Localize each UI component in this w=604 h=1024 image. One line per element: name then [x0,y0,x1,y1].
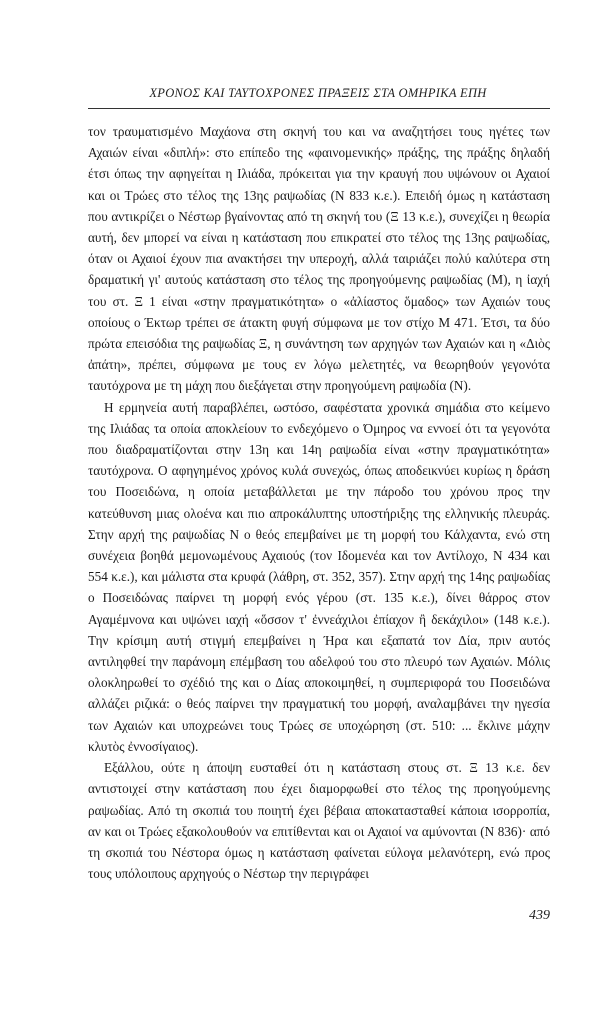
page-number: 439 [529,908,550,923]
paragraph-3: Εξάλλου, ούτε η άποψη ευσταθεί ότι η κατάσταση στους στ. Ξ 13 κ.ε. δεν αντιστοιχεί στην κατάσταση που έχει διαμορφωθεί στο τέλος της προηγούμενης ραψωδίας. Από τη σκοπιά του ποιητή έχει βέβαια αποκατασταθεί κάποια ισορροπία, αν και οι Τρώες εξακολουθούν να επιτίθενται και οι Αχαιοί να αμύνονται (Ν 836)· από τη σκοπιά του Νέστορα όμως η κατάσταση φαίνεται εύλογα μελανότερη, ενώ προς τους υπόλοιπους αρχηγούς ο Νέστωρ την περιγράφει [88,760,550,882]
paragraph-1: τον τραυματισμένο Μαχάονα στη σκηνή του και να αναζητήσει τους ηγέτες των Αχαιών είναι «διπλή»: στο επίπεδο της «φαινομενικής» πράξης, της πράξης δηλαδή έτσι όπως την αφηγείται η Ιλιάδα, πρόκειται για την κραυγή που υψώνουν οι Αχαιοί και οι Τρώες στο τέλος της 13ης ραψωδίας (Ν 833 κ.ε.). Επειδή όμως η κατάσταση που αντικρίζει ο Νέστωρ βγαίνοντας από τη σκηνή του (Ξ 13 κ.ε.), συνεχίζει η θεωρία αυτή, δεν μπορεί να είναι η κατάσταση που επικρατεί στο τέλος της 13ης ραψωδίας, όταν οι Αχαιοί έχουν πια ανακτήσει την υπεροχή, αλλά ταιριάζει πολύ καλύτερα στη δραματική γι' αυτούς κατάσταση στο τέλος της προηγούμενης ραψωδίας (Μ), η ἰαχή του στ. Ξ 1 είναι «στην πραγματικότητα» ο «ἀλίαστος ὅμαδος» των Αχαιών τους οποίους ο Έκτωρ τρέπει σε άτακτη φυγή σύμφωνα με τον στίχο Μ 471. Έτσι, τα δύο πρώτα επεισόδια της ραψωδίας Ξ, η συνάντηση των αρχηγών των Αχαιών και η «Διὸς ἀπάτη», πρέπει, σύμφωνα με τους εν λόγω μελετητές, να θεωρηθούν γεγονότα ταυτόχρονα με τη μάχη που διεξάγεται στην προηγούμενη ραψωδία (Ν). [88,124,550,394]
paragraph-2: Η ερμηνεία αυτή παραβλέπει, ωστόσο, σαφέστατα χρονικά σημάδια στο κείμενο της Ιλιάδας τα οποία αποκλείουν το ενδεχόμενο ο Όμηρος να εννοεί ότι τα γεγονότα που διαδραματίζονται στην 13η και 14η ραψωδία είναι «στην πραγματικότητα» ταυτόχρονα. Ο αφηγημένος χρόνος κυλά συνεχώς, όπως αποδεικνύει κυρίως η δράση του Ποσειδώνα, η οποία μεταβάλλεται με την πάροδο του χρόνου προς την κατεύθυνση μιας ολοένα και πιο απροκάλυπτης υποστήριξης της ελληνικής πλευράς. Στην αρχή της ραψωδίας Ν ο θεός επεμβαίνει με τη μορφή του Κάλχαντα, ενώ στη συνέχεια βοηθά μεμονωμένους Αχαιούς (τον Ιδομενέα και τον Αντίλοχο, Ν 434 και 554 κ.ε.), και μάλιστα στα κρυφά (λάθρη, στ. 352, 357). Στην αρχή της 14ης ραψωδίας ο Ποσειδώνας παίρνει τη μορφή ενός γέρου (στ. 135 κ.ε.), δίνει θάρρος στον Αγαμέμνονα και υψώνει ιαχή «ὅσσον τ' ἐννεάχιλοι ἐπίαχον ἢ δεκάχιλοι» (148 κ.ε.). Την κρίσιμη αυτή στιγμή επεμβαίνει η Ήρα και εξαπατά τον Δία, πριν αυτός αντιληφθεί την παράνομη επέμβαση του αδελφού του στο πλευρό των Αχαιών. Μόλις ολοκληρωθεί το σχέδιό της και ο Δίας αποκοιμηθεί, η συμπεριφορά του Ποσειδώνα αλλάζει ριζικά: ο θεός παίρνει την πραγματική του μορφή, αναλαμβάνει την ηγεσία των Αχαιών και υποχρεώνει τους Τρώες σε υποχώρηση (στ. 510: ... ἔκλινε μάχην κλυτὸς ἐννοσίγαιος). [88,399,550,754]
running-head: ΧΡΟΝΟΣ ΚΑΙ ΤΑΥΤΟΧΡΟΝΕΣ ΠΡΑΞΕΙΣ ΣΤΑ ΟΜΗΡΙΚΑ ΕΠΗ [149,86,487,100]
header-rule [88,108,550,109]
body-text [88,121,550,884]
